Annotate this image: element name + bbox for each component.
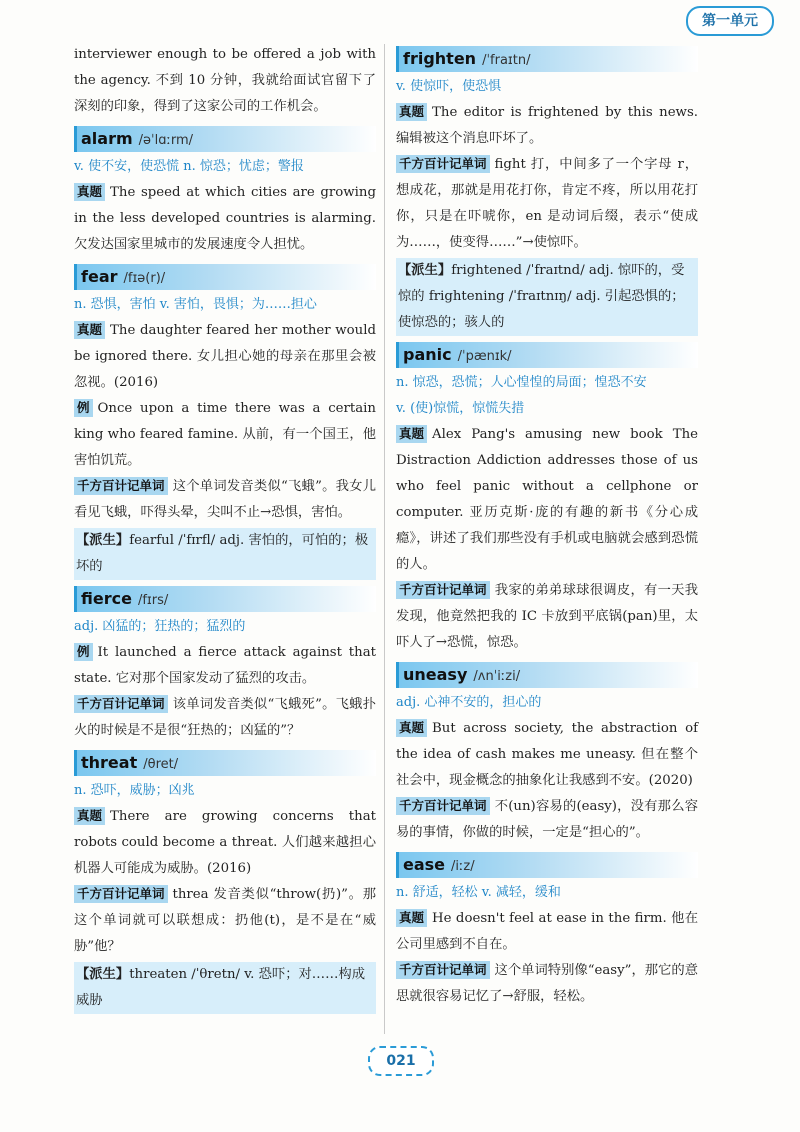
derived-word-text: threaten /ˈθretn/ v. 恐吓；对……构成威胁 (76, 967, 365, 1008)
part-of-speech-verb: v. (使)惊慌，惊慌失措 (396, 401, 525, 416)
derived-word-text: fearful /ˈfɪrfl/ adj. 害怕的，可怕的；极坏的 (76, 533, 369, 574)
memory-label: 千方百计记单词 (396, 797, 490, 815)
entry-fierce (74, 586, 376, 744)
exam-sentence (74, 804, 376, 882)
exam-sentence (396, 422, 698, 578)
exam-sentence (396, 716, 698, 794)
memory-tip-text: 该单词发音类似“飞蛾死”。飞蛾扑火的时候是不是很“狂热的；凶猛的”？ (74, 697, 376, 738)
phonetic: /ʌnˈiːzi/ (473, 669, 521, 684)
entry-header (74, 750, 376, 776)
part-of-speech: n. 舒适，轻松 v. 减轻，缓和 (396, 885, 561, 900)
entry-header (396, 342, 698, 368)
derived-word (74, 962, 376, 1014)
entry-header (74, 264, 376, 290)
zhenti-label: 真题 (74, 321, 105, 339)
entry-uneasy (396, 662, 698, 846)
headword: frighten (403, 49, 477, 68)
headword: fear (81, 267, 118, 286)
intro-text: interviewer enough to be offered a job with the agency. 不到 10 分钟，我就给面试官留下了深刻的印象，得到了这家公司的工作机会。 (74, 47, 376, 114)
derived-word-text: frightened /ˈfraɪtnd/ adj. 惊吓的，受惊的 frightening /ˈfraɪtnɪŋ/ adj. 引起恐惧的；使惊恐的；骇人的 (398, 263, 685, 330)
example-label: 例 (74, 643, 93, 661)
memory-tip (74, 474, 376, 526)
memory-tip (74, 692, 376, 744)
zhenti-label: 真题 (396, 719, 427, 737)
exam-sentence (74, 318, 376, 396)
zhenti-label: 真题 (396, 909, 427, 927)
headword: alarm (81, 129, 133, 148)
unit-tag: 第一单元 (686, 6, 774, 36)
memory-label: 千方百计记单词 (74, 695, 168, 713)
column-divider (384, 44, 385, 1034)
memory-tip (396, 958, 698, 1010)
entry-header (396, 852, 698, 878)
zhenti-label: 真题 (396, 425, 427, 443)
exam-sentence-text: Alex Pang's amusing new book The Distraction Addiction addresses those of us who feel panic without a cellphone or computer. 亚历克斯·庞的有趣的新书《分心成瘾》，讲述了我们那些没有手机或电脑就会感到恐慌的人。 (396, 427, 698, 572)
derived-word (396, 258, 698, 336)
part-of-speech: n. 恐惧，害怕 v. 害怕，畏惧；为……担心 (74, 297, 317, 312)
phonetic: /θret/ (143, 757, 179, 772)
memory-tip-text: 不(un)容易的(easy)，没有那么容易的事情，你做的时候，一定是“担心的”。 (396, 799, 698, 840)
zhenti-label: 真题 (74, 183, 105, 201)
entry-header (396, 46, 698, 72)
page-number: 021 (368, 1046, 434, 1076)
part-of-speech: v. 使惊吓，使恐惧 (396, 79, 502, 94)
memory-tip-text: threa 发音类似“throw(扔)”。那这个单词就可以联想成：扔他(t)，是不是在“威胁”他？ (74, 887, 376, 954)
entry-threat (74, 750, 376, 1014)
entry-panic (396, 342, 698, 656)
part-of-speech: adj. 心神不安的，担心的 (396, 695, 542, 710)
memory-tip (396, 578, 698, 656)
derived-label: 【派生】 (398, 263, 452, 278)
phonetic: /əˈlɑːrm/ (138, 133, 193, 148)
phonetic: /fɪə(r)/ (123, 271, 166, 286)
zhenti-label: 真题 (396, 103, 427, 121)
part-of-speech: n. 恐吓，威胁；凶兆 (74, 783, 195, 798)
exam-sentence (396, 100, 698, 152)
derived-word (74, 528, 376, 580)
memory-tip-text: fight 打，中间多了一个字母 r，想成花，那就是用花打你，肯定不疼，所以用花打你，只是在吓唬你，en 是动词后缀，表示“使成为……，使变得……”→使惊吓。 (396, 157, 698, 250)
entry-ease (396, 852, 698, 1010)
exam-sentence-text: But across society, the abstraction of the idea of cash makes me uneasy. 但在整个社会中，现金概念的抽象化让我感到不安。(2020) (396, 721, 698, 788)
right-column (396, 42, 698, 1010)
exam-sentence-text: There are growing concerns that robots could become a threat. 人们越来越担心机器人可能成为威胁。(2016) (74, 809, 376, 876)
part-of-speech: adj. 凶猛的；狂热的；猛烈的 (74, 619, 246, 634)
entry-frighten (396, 46, 698, 336)
exam-sentence-text: The daughter feared her mother would be ignored there. 女儿担心她的母亲在那里会被忽视。(2016) (74, 323, 376, 390)
memory-label: 千方百计记单词 (74, 885, 168, 903)
entry-alarm (74, 126, 376, 258)
exam-sentence-text: The speed at which cities are growing in the less developed countries is alarming. 欠发达国家里城市的发展速度令人担忧。 (74, 185, 376, 252)
entry-header (396, 662, 698, 688)
exam-sentence-text: The editor is frightened by this news. 编辑被这个消息吓坏了。 (396, 105, 698, 146)
headword: uneasy (403, 665, 468, 684)
part-of-speech: v. 使不安，使恐慌 n. 惊恐；忧虑；警报 (74, 159, 304, 174)
entry-header (74, 586, 376, 612)
memory-tip-text: 这个单词发音类似“飞蛾”。我女儿看见飞蛾，吓得头晕，尖叫不止→恐惧，害怕。 (74, 479, 376, 520)
phonetic: /fɪrs/ (137, 593, 169, 608)
phonetic: /ˈfraɪtn/ (482, 53, 531, 68)
phonetic: /iːz/ (451, 859, 475, 874)
exam-sentence (74, 180, 376, 258)
example-sentence (74, 396, 376, 474)
left-column (74, 42, 376, 1014)
derived-label: 【派生】 (76, 533, 130, 548)
memory-label: 千方百计记单词 (74, 477, 168, 495)
memory-tip (396, 794, 698, 846)
entry-header (74, 126, 376, 152)
headword: threat (81, 753, 138, 772)
memory-tip (396, 152, 698, 256)
memory-tip-text: 这个单词特别像“easy”，那它的意思就很容易记忆了→舒服，轻松。 (396, 963, 698, 1004)
example-sentence-text: Once upon a time there was a certain king who feared famine. 从前，有一个国王，他害怕饥荒。 (74, 401, 376, 468)
derived-label: 【派生】 (76, 967, 130, 982)
exam-sentence (396, 906, 698, 958)
zhenti-label: 真题 (74, 807, 105, 825)
headword: fierce (81, 589, 132, 608)
entry-fear (74, 264, 376, 580)
headword: panic (403, 345, 452, 364)
part-of-speech: n. 惊恐，恐慌；人心惶惶的局面；惶恐不安 (396, 375, 647, 390)
example-sentence (74, 640, 376, 692)
memory-label: 千方百计记单词 (396, 581, 490, 599)
example-label: 例 (74, 399, 93, 417)
memory-tip-text: 我家的弟弟球球很调皮，有一天我发现，他竟然把我的 IC 卡放到平底锅(pan)里，太吓人了→恐慌，惊恐。 (396, 583, 698, 650)
memory-label: 千方百计记单词 (396, 961, 490, 979)
exam-sentence-text: He doesn't feel at ease in the firm. 他在公司里感到不自在。 (396, 911, 698, 952)
phonetic: /ˈpænɪk/ (457, 349, 512, 364)
memory-label: 千方百计记单词 (396, 155, 490, 173)
example-sentence-text: It launched a fierce attack against that state. 它对那个国家发动了猛烈的攻击。 (74, 645, 376, 686)
memory-tip (74, 882, 376, 960)
headword: ease (403, 855, 446, 874)
